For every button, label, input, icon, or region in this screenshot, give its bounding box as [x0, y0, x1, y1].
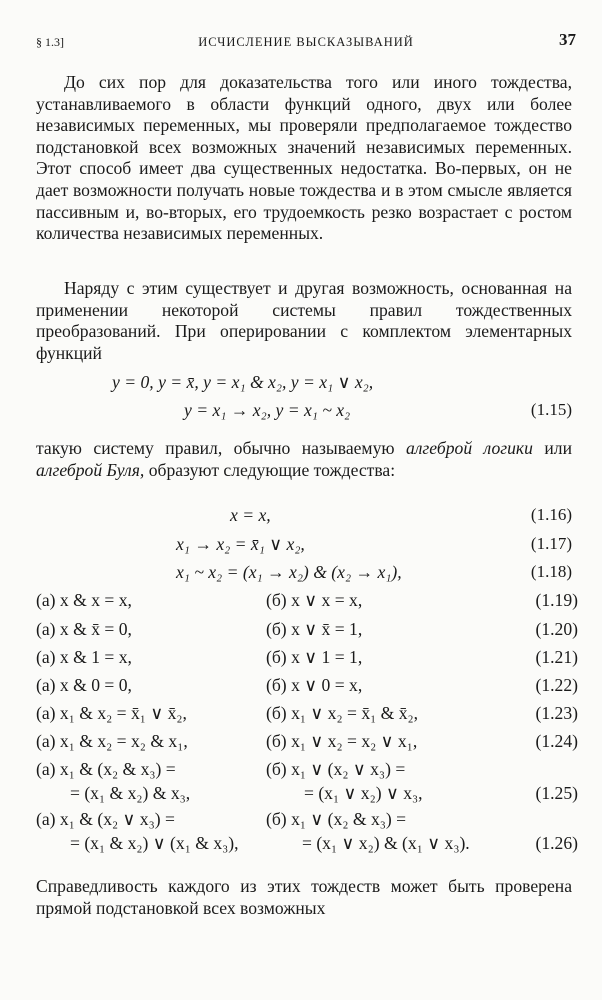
- identity-row: (а) x & x = x, (б) x ∨ x = x, (1.19): [36, 590, 578, 610]
- identity-row: (а) x₁ & x₂ = x₂ & x₁, (б) x₁ ∨ x₂ = x₂ ∨ x₁, (1.24): [36, 731, 578, 751]
- identity-row-multiline-cont: = (x₁ & x₂) ∨ (x₁ & x₃), = (x₁ ∨ x₂) & (x₁ ∨ x₃). (1.26): [70, 833, 578, 853]
- identity-row: (а) x & x̄ = 0, (б) x ∨ x̄ = 1, (1.20): [36, 619, 578, 639]
- page-number: 37: [559, 30, 576, 49]
- chapter-title: ИСЧИСЛЕНИЕ ВЫСКАЗЫВАНИЙ: [198, 35, 414, 49]
- equation-number-1-18: (1.18): [530, 562, 572, 581]
- identity-row-multiline-cont: = (x₁ & x₂) & x₃, = (x₁ ∨ x₂) ∨ x₃, (1.25): [70, 783, 578, 803]
- identity-row-multiline: (а) x₁ & (x₂ ∨ x₃) = (б) x₁ ∨ (x₂ & x₃) =: [36, 809, 407, 829]
- equation-1-16: x = x,: [230, 505, 271, 525]
- equation-1-17: x₁ → x₂ = x̄₁ ∨ x₂,: [176, 534, 305, 554]
- equation-number-1-15: (1.15): [530, 400, 572, 419]
- paragraph-3: такую систему правил, обычно называемую алгеброй логики или алгеброй Буля, образуют следующие тождества:: [36, 438, 572, 480]
- paragraph-2: Наряду с этим существует и другая возможность, основанная на применении некоторой системы правил тождественных преобразований. При оперировании с комплектом элементарных функций: [36, 278, 572, 363]
- equation-1-18: x₁ ~ x₂ = (x₁ → x₂) & (x₂ → x₁),: [176, 562, 402, 582]
- identity-row: (а) x & 1 = x, (б) x ∨ 1 = 1, (1.21): [36, 647, 578, 667]
- running-header: [36, 32, 576, 54]
- equation-number-1-17: (1.17): [530, 534, 572, 553]
- paragraph-4: Справедливость каждого из этих тождеств может быть проверена прямой подстановкой всех возможных: [36, 876, 572, 918]
- equation-1-15-line-2: y = x₁ → x₂, y = x₁ ~ x₂: [184, 400, 351, 420]
- identity-row-multiline: (а) x₁ & (x₂ & x₃) = (б) x₁ ∨ (x₂ ∨ x₃) =: [36, 759, 406, 779]
- equation-1-15-line-1: y = 0, y = x̄, y = x₁ & x₂, y = x₁ ∨ x₂,: [112, 372, 374, 392]
- identity-row: (а) x₁ & x₂ = x̄₁ ∨ x̄₂, (б) x₁ ∨ x₂ = x̄₁ & x̄₂, (1.23): [36, 703, 578, 723]
- equation-number-1-16: (1.16): [530, 505, 572, 524]
- section-ref: § 1.3]: [36, 35, 64, 49]
- identity-row: (а) x & 0 = 0, (б) x ∨ 0 = x, (1.22): [36, 675, 578, 695]
- paragraph-1: До сих пор для доказательства того или иного тождества, устанавливаемого в области функций одного, двух или более независимых переменных, мы проверяли предполагаемое тождество подстановкой всех возможных значений независимых переменных. Этот способ имеет два существенных недостатка. Во-первых, он не дает возможности получать новые тождества и в этом смысле является пассивным и, во-вторых, его трудоемкость резко возрастает с ростом количества независимых переменных.: [36, 72, 572, 244]
